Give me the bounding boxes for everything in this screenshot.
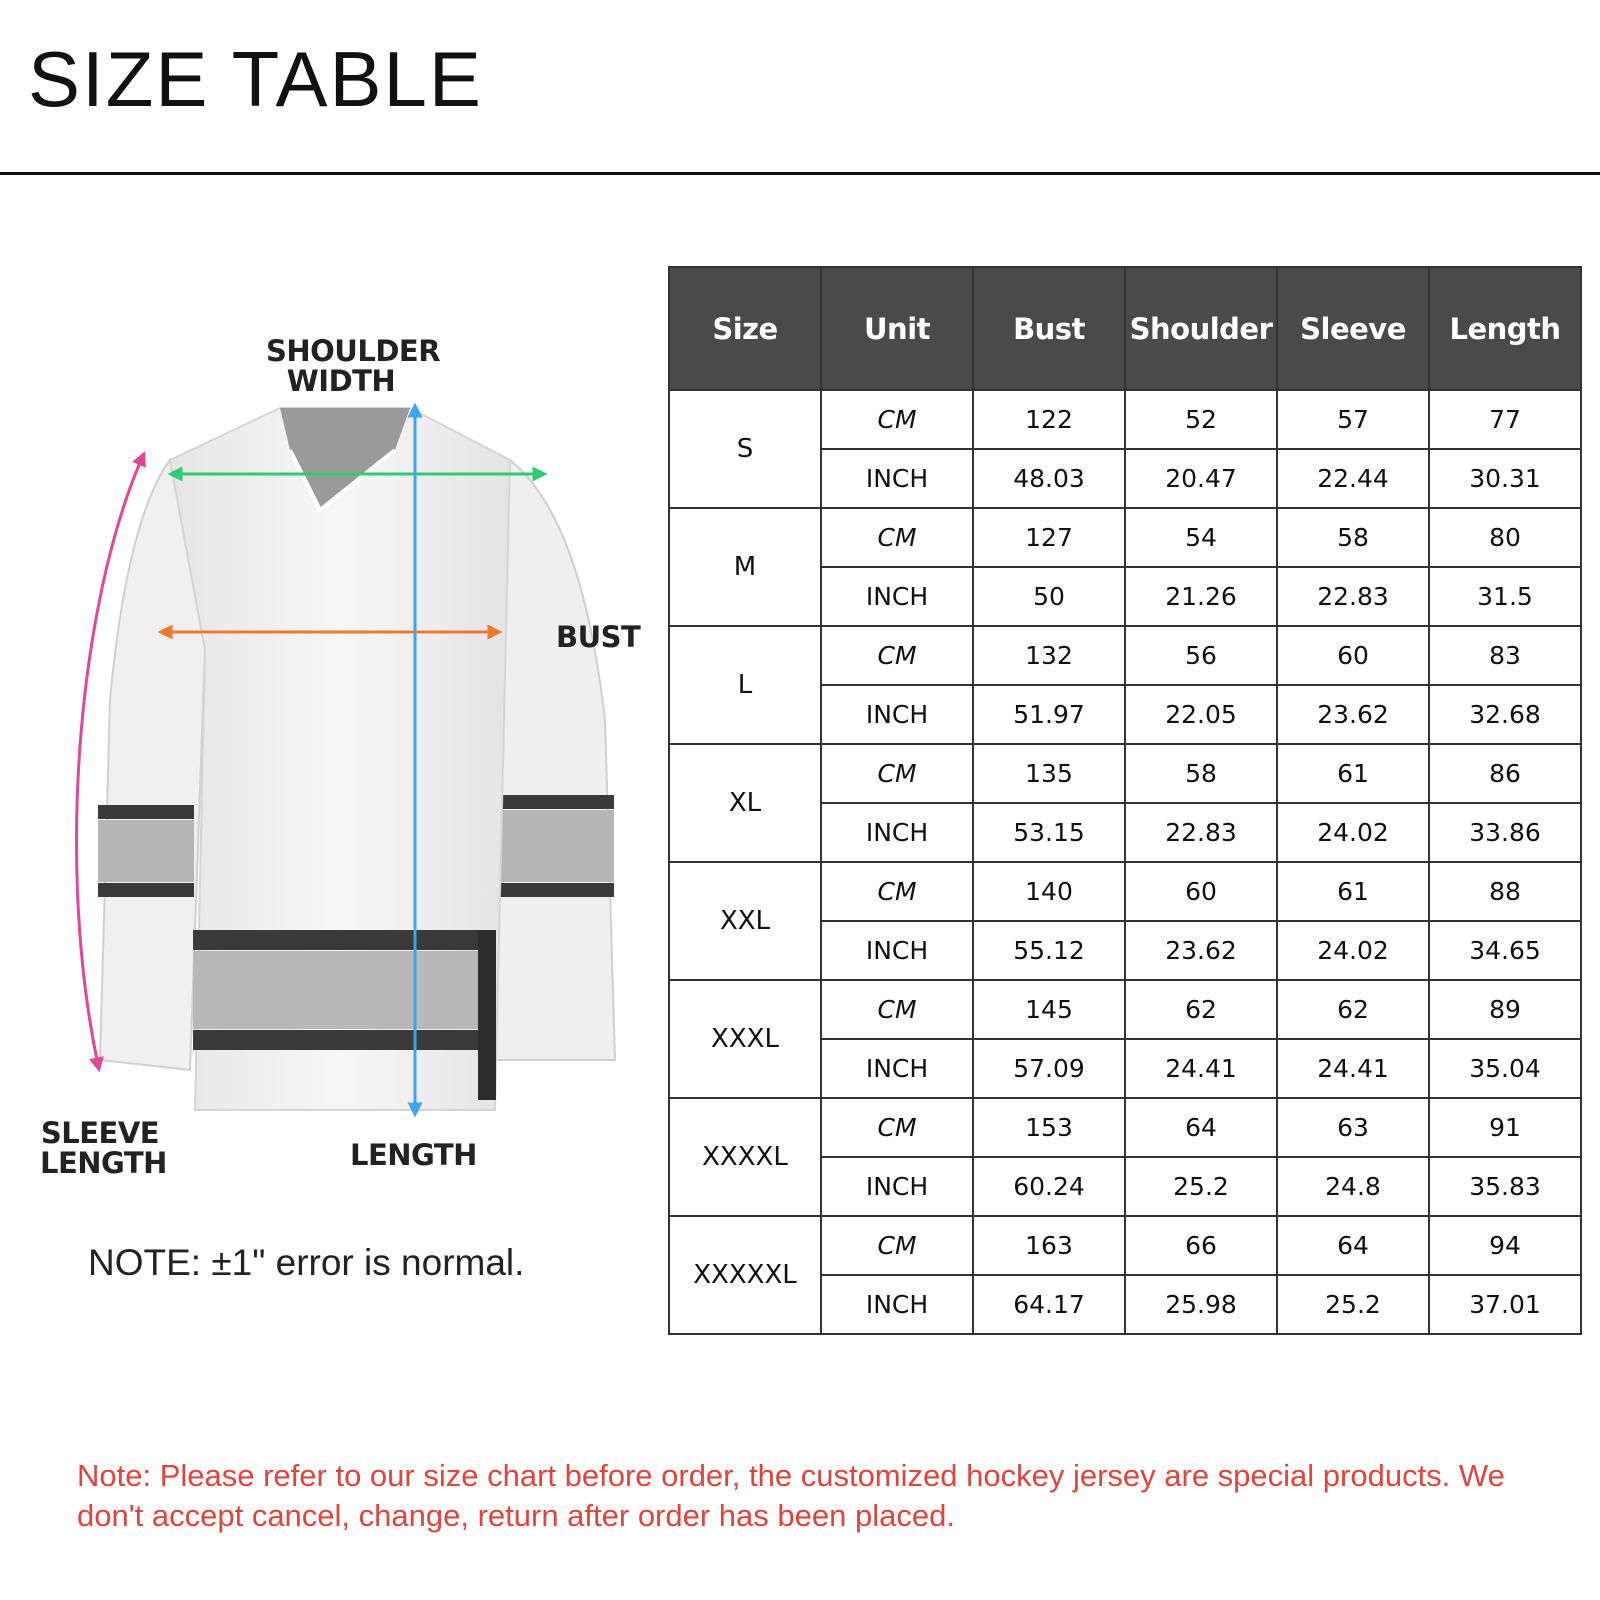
measurement-cell: 60 [1277,626,1429,685]
measurement-cell: 50 [973,567,1125,626]
column-header-unit: Unit [821,267,973,390]
measurement-cell: 58 [1125,744,1277,803]
measurement-cell: 140 [973,862,1125,921]
measurement-cell: 25.98 [1125,1275,1277,1334]
size-table [668,266,1582,1335]
size-cell: XXXXXL [669,1216,821,1334]
length-label: LENGTH [350,1138,477,1172]
header-divider [0,172,1600,175]
measurement-cell: 22.83 [1277,567,1429,626]
measurement-cell: 24.02 [1277,921,1429,980]
measurement-cell: 22.44 [1277,449,1429,508]
measurement-cell: 52 [1125,390,1277,449]
measurement-cell: 23.62 [1125,921,1277,980]
table-row [669,862,1581,921]
measurement-cell: 64 [1277,1216,1429,1275]
measurement-cell: 23.62 [1277,685,1429,744]
measurement-cell: 33.86 [1429,803,1581,862]
measurement-cell: 22.05 [1125,685,1277,744]
page-title: SIZE TABLE [28,35,483,123]
measurement-cell: 163 [973,1216,1125,1275]
unit-cell: INCH [821,567,973,626]
measurement-cell: 89 [1429,980,1581,1039]
measurement-cell: 135 [973,744,1125,803]
measurement-cell: 66 [1125,1216,1277,1275]
error-note: NOTE: ±1" error is normal. [88,1242,525,1283]
measurement-cell: 64.17 [973,1275,1125,1334]
measurement-cell: 77 [1429,390,1581,449]
column-header-length: Length [1429,267,1581,390]
measurement-cell: 153 [973,1098,1125,1157]
measurement-cell: 80 [1429,508,1581,567]
unit-cell: INCH [821,685,973,744]
unit-cell: INCH [821,449,973,508]
measurement-cell: 62 [1125,980,1277,1039]
measurement-cell: 22.83 [1125,803,1277,862]
size-cell: XXXL [669,980,821,1098]
measurement-cell: 25.2 [1125,1157,1277,1216]
measurement-cell: 57.09 [973,1039,1125,1098]
unit-cell: INCH [821,921,973,980]
measurement-cell: 31.5 [1429,567,1581,626]
measurement-cell: 24.02 [1277,803,1429,862]
table-body [669,390,1581,1334]
unit-cell: INCH [821,1157,973,1216]
unit-cell: INCH [821,1039,973,1098]
measurement-cell: 60.24 [973,1157,1125,1216]
measurement-cell: 61 [1277,744,1429,803]
measurement-cell: 122 [973,390,1125,449]
measurement-cell: 34.65 [1429,921,1581,980]
unit-cell: CM [821,1216,973,1275]
order-policy-note: Note: Please refer to our size chart before order, the customized hockey jersey are special products. We don't accept cancel, change, return after order has been placed. [77,1458,1505,1533]
measurement-cell: 55.12 [973,921,1125,980]
measurement-cell: 56 [1125,626,1277,685]
measurement-cell: 30.31 [1429,449,1581,508]
measurement-cell: 64 [1125,1098,1277,1157]
jersey-diagram [0,300,660,1280]
measurement-cell: 145 [973,980,1125,1039]
measurement-cell: 88 [1429,862,1581,921]
column-header-shoulder: Shoulder [1125,267,1277,390]
table-row [669,626,1581,685]
size-cell: XL [669,744,821,862]
size-cell: L [669,626,821,744]
measurement-cell: 51.97 [973,685,1125,744]
measurement-cell: 35.83 [1429,1157,1581,1216]
measurement-cell: 25.2 [1277,1275,1429,1334]
measurement-cell: 54 [1125,508,1277,567]
measurement-cell: 61 [1277,862,1429,921]
table-row [669,744,1581,803]
measurement-cell: 24.8 [1277,1157,1429,1216]
sleeve-length-label: SLEEVE LENGTH [40,1116,167,1180]
measurement-cell: 58 [1277,508,1429,567]
measurement-cell: 21.26 [1125,567,1277,626]
measurement-cell: 48.03 [973,449,1125,508]
measurement-cell: 24.41 [1277,1039,1429,1098]
measurement-cell: 83 [1429,626,1581,685]
measurement-cell: 91 [1429,1098,1581,1157]
table-row [669,390,1581,449]
measurement-cell: 132 [973,626,1125,685]
size-cell: M [669,508,821,626]
measurement-cell: 32.68 [1429,685,1581,744]
table-row [669,1098,1581,1157]
unit-cell: CM [821,1098,973,1157]
size-cell: S [669,390,821,508]
measurement-cell: 60 [1125,862,1277,921]
measurement-cell: 57 [1277,390,1429,449]
measurement-cell: 86 [1429,744,1581,803]
unit-cell: INCH [821,803,973,862]
unit-cell: CM [821,626,973,685]
column-header-sleeve: Sleeve [1277,267,1429,390]
table-header-row [669,267,1581,390]
measurement-cell: 53.15 [973,803,1125,862]
unit-cell: INCH [821,1275,973,1334]
unit-cell: CM [821,862,973,921]
measurement-cell: 62 [1277,980,1429,1039]
measurement-cell: 35.04 [1429,1039,1581,1098]
table-row [669,508,1581,567]
measurement-cell: 94 [1429,1216,1581,1275]
unit-cell: CM [821,980,973,1039]
table-row [669,980,1581,1039]
measurement-cell: 24.41 [1125,1039,1277,1098]
bust-label: BUST [556,620,641,654]
shoulder-width-label: SHOULDER WIDTH [266,334,441,398]
unit-cell: CM [821,508,973,567]
size-cell: XXL [669,862,821,980]
unit-cell: CM [821,390,973,449]
measurement-cell: 20.47 [1125,449,1277,508]
measurement-cell: 37.01 [1429,1275,1581,1334]
measurement-cell: 127 [973,508,1125,567]
table-row [669,1216,1581,1275]
measurement-cell: 63 [1277,1098,1429,1157]
column-header-bust: Bust [973,267,1125,390]
unit-cell: CM [821,744,973,803]
size-cell: XXXXL [669,1098,821,1216]
column-header-size: Size [669,267,821,390]
